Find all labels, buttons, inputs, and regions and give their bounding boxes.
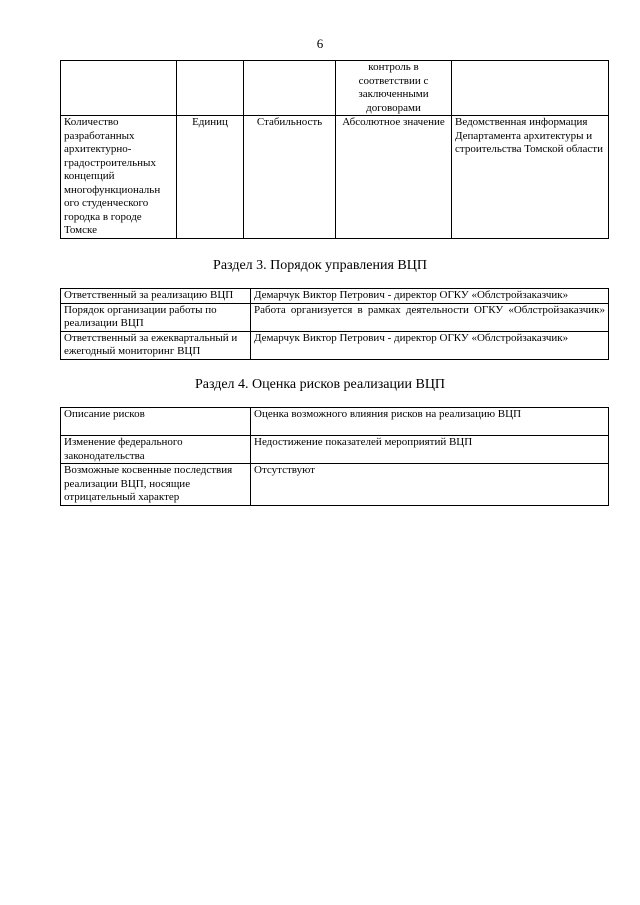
row-value: Работа организуется в рамках деятельности ОГКУ «Облстройзаказчик» xyxy=(251,303,609,331)
table-row xyxy=(61,408,609,436)
calc-method-cell: контроль в соответствии с заключенными договорами xyxy=(336,61,452,116)
direction-cell xyxy=(244,61,336,116)
section-4-heading: Раздел 4. Оценка рисков реализации ВЦП xyxy=(194,377,446,392)
section-3-heading: Раздел 3. Порядок управления ВЦП xyxy=(213,258,427,273)
table-row xyxy=(61,61,609,116)
row-label: Порядок организации работы по реализации ВЦП xyxy=(61,303,251,331)
page-number: 6 xyxy=(316,36,324,51)
row-label: Возможные косвенные последствия реализации ВЦП, носящие отрицательный характер xyxy=(61,464,251,506)
table-row xyxy=(61,436,609,464)
table-row xyxy=(61,331,609,359)
unit-cell xyxy=(177,61,244,116)
indicators-table xyxy=(60,60,609,239)
row-value: Недостижение показателей мероприятий ВЦП xyxy=(251,436,609,464)
row-label: Ответственный за реализацию ВЦП xyxy=(61,289,251,304)
unit-cell: Единиц xyxy=(177,116,244,239)
indicator-name-cell xyxy=(61,61,177,116)
table-row xyxy=(61,464,609,506)
management-table xyxy=(60,288,609,360)
calc-method-cell: Абсолютное значение xyxy=(336,116,452,239)
row-value: Оценка возможного влияния рисков на реализацию ВЦП xyxy=(251,408,609,436)
table-row xyxy=(61,303,609,331)
source-cell: Ведомственная информация Департамента архитектуры и строительства Томской области xyxy=(452,116,609,239)
source-cell xyxy=(452,61,609,116)
direction-cell: Стабильность xyxy=(244,116,336,239)
row-value: Демарчук Виктор Петрович - директор ОГКУ «Облстройзаказчик» xyxy=(251,331,609,359)
table-row xyxy=(61,289,609,304)
row-value: Отсутствуют xyxy=(251,464,609,506)
risk-assessment-table xyxy=(60,407,609,506)
row-label: Описание рисков xyxy=(61,408,251,436)
row-label: Изменение федерального законодательства xyxy=(61,436,251,464)
row-label: Ответственный за ежеквартальный и ежегодный мониторинг ВЦП xyxy=(61,331,251,359)
indicator-name-cell: Количество разработанных архитектурно-градостроительных концепций многофункциональн ого студенческого городка в городе Томске xyxy=(61,116,177,239)
table-row xyxy=(61,116,609,239)
row-value: Демарчук Виктор Петрович - директор ОГКУ «Облстройзаказчик» xyxy=(251,289,609,304)
